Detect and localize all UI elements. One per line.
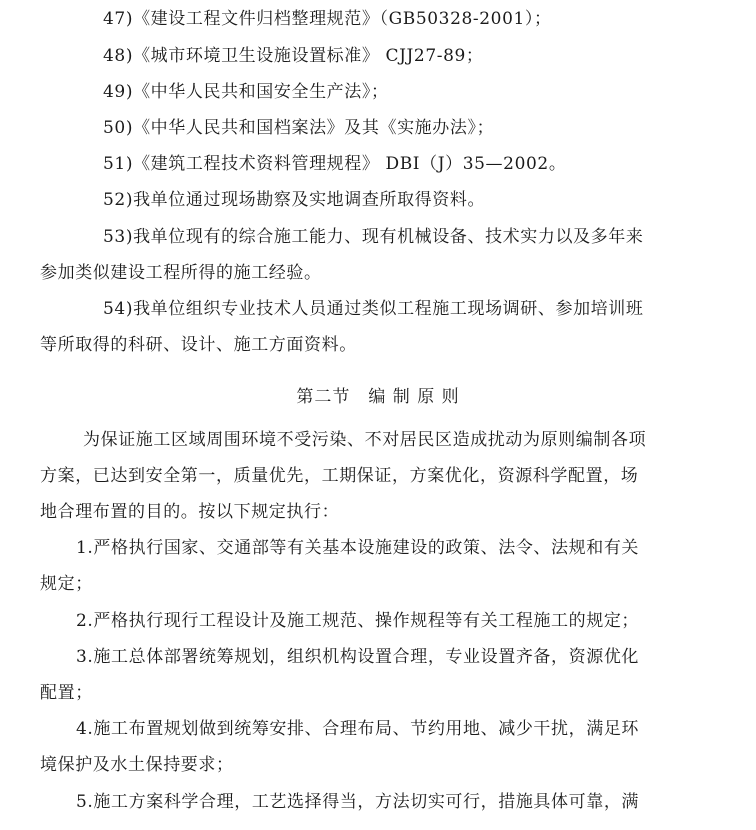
- principle-1-line-1: 1.严格执行国家、交通部等有关基本设施建设的政策、法令、法规和有关: [76, 538, 640, 558]
- principle-3-line-1: 3.施工总体部署统筹规划，组织机构设置合理，专业设置齐备，资源优化: [76, 647, 640, 667]
- reference-47: 47)《建设工程文件归档整理规范》（GB50328-2001）；: [103, 9, 552, 29]
- intro-line-3: 地合理布置的目的。按以下规定执行：: [40, 502, 340, 522]
- reference-48: 48)《城市环境卫生设施设置标准》 CJJ27-89；: [103, 46, 484, 66]
- item-54-line-2: 等所取得的科研、设计、施工方面资料。: [40, 335, 357, 355]
- reference-52: 52)我单位通过现场勘察及实地调查所取得资料。: [103, 190, 486, 210]
- principle-3-line-2: 配置；: [40, 683, 93, 703]
- principle-1-line-2: 规定；: [40, 574, 93, 594]
- item-54-line-1: 54)我单位组织专业技术人员通过类似工程施工现场调研、参加培训班: [103, 299, 644, 319]
- reference-49: 49)《中华人民共和国安全生产法》；: [103, 82, 389, 102]
- item-53-line-2: 参加类似建设工程所得的施工经验。: [40, 263, 322, 283]
- item-53-line-1: 53)我单位现有的综合施工能力、现有机械设备、技术实力以及多年来: [103, 227, 644, 247]
- principle-2-line-1: 2.严格执行现行工程设计及施工规范、操作规程等有关工程施工的规定；: [76, 611, 640, 631]
- intro-line-1: 为保证施工区域周围环境不受污染、不对居民区造成扰动为原则编制各项: [83, 430, 647, 450]
- reference-51: 51)《建筑工程技术资料管理规程》 DBI（J）35—2002。: [103, 154, 567, 174]
- intro-line-2: 方案，已达到安全第一，质量优先，工期保证，方案优化，资源科学配置，场: [40, 466, 639, 486]
- section-heading: 第二节 编 制 原 则: [296, 387, 460, 407]
- reference-50: 50)《中华人民共和国档案法》及其《实施办法》；: [103, 118, 495, 138]
- principle-4-line-2: 境保护及水土保持要求；: [40, 755, 234, 775]
- principle-4-line-1: 4.施工布置规划做到统筹安排、合理布局、节约用地、减少干扰，满足环: [76, 719, 640, 739]
- principle-5-line-1: 5.施工方案科学合理，工艺选择得当，方法切实可行，措施具体可靠，满: [76, 792, 640, 812]
